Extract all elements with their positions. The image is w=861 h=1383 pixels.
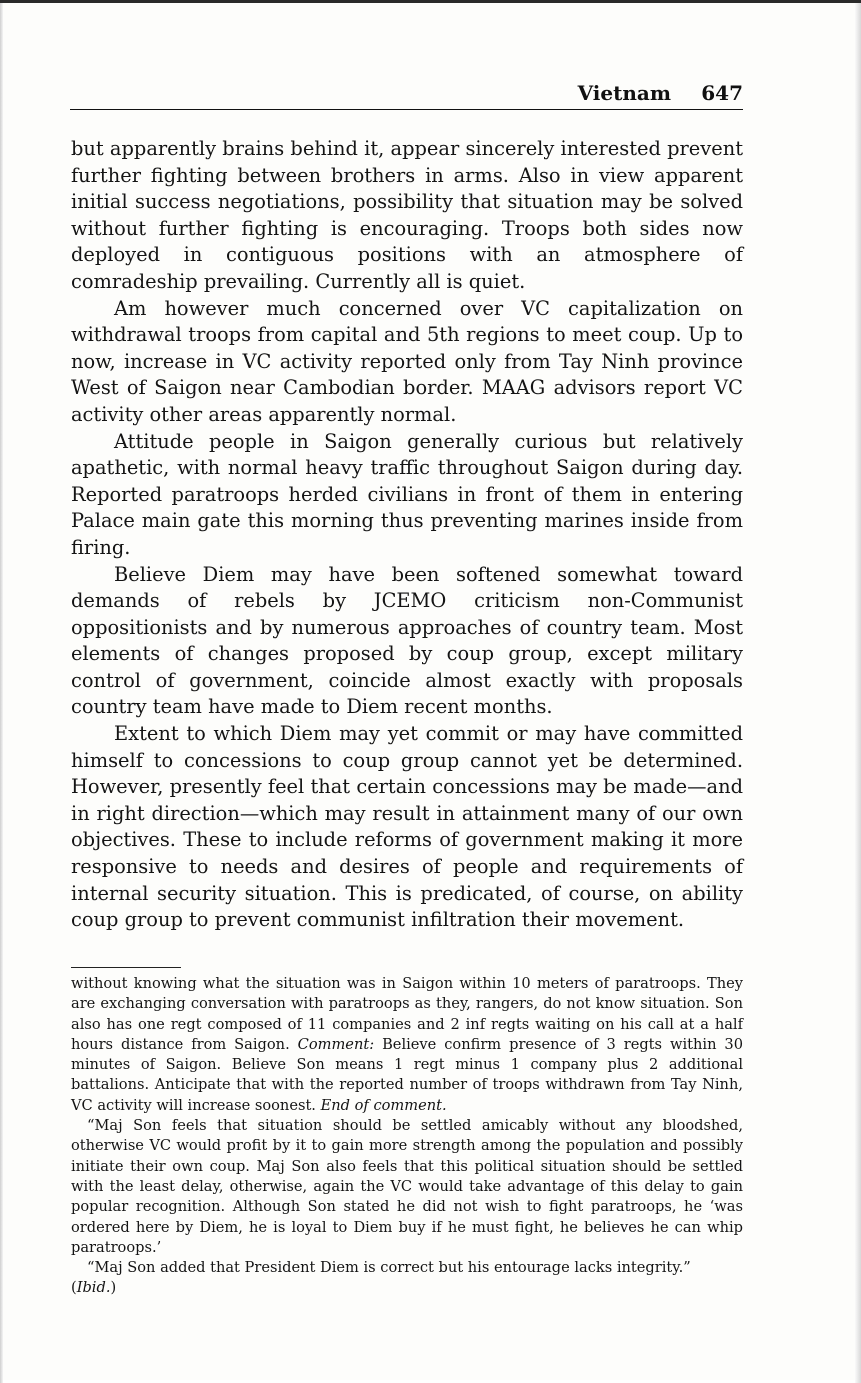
page-left-edge	[0, 3, 3, 1383]
end-comment-label: End of comment.	[320, 1096, 447, 1114]
body-paragraph-1: but apparently brains behind it, appear sincerely interested prevent further fighting between brothers in arms. Also in view apparent initial success negotiations, possibility that situation may be solved without further fighting is encouraging. Troops both sides now deployed in contiguous positions with an atmosphere of comradeship prevailing. Currently all is quiet.	[71, 137, 743, 293]
page-number: 647	[701, 81, 743, 105]
source-paren-open: (	[71, 1279, 77, 1297]
source-paren-close: )	[110, 1279, 117, 1297]
footnote-text-part-2: Believe confirm presence of 3 regts within 30 minutes of Saigon. Believe Son means 1 regt minus 1 company plus 2 additional battalions. Anticipate that with the reported number of troops withdrawn from Tay Ninh, VC activity will increase soonest.	[71, 1035, 743, 1114]
footnote-divider	[71, 967, 181, 968]
footnote-paragraph-2: “Maj Son feels that situation should be settled amicably without any bloodshed, otherwise VC would profit by it to gain more strength among the population and possibly initiate their own coup. Maj Son also feels that this political situation should be settled with the least delay, otherwise, again the VC would take advantage of this delay to gain popular recognition. Although Son stated he did not wish to fight paratroops, he ‘was ordered here by Diem, he is loyal to Diem buy if he must fight, he believes he can whip paratroops.’	[71, 1117, 743, 1256]
footnote-paragraph-3: “Maj Son added that President Diem is correct but his entourage lacks integrity.”	[87, 1259, 691, 1277]
running-head-title: Vietnam	[577, 81, 671, 105]
main-text	[71, 136, 743, 934]
page-right-edge	[855, 3, 861, 1383]
body-paragraph-4: Believe Diem may have been softened somewhat toward demands of rebels by JCEMO criticism non-Communist oppositionists and by numerous approaches of country team. Most elements of changes proposed by coup group, except military control of government, coincide almost exactly with proposals country team have made to Diem recent months.	[71, 562, 743, 719]
footnote-text-part-1: without knowing what the situation was in Saigon within 10 meters of paratroops. They are exchanging conversation with paratroops as they, rangers, do not know situation. Son also has one regt composed of 11 companies and 2 inf regts waiting on his call at a half hours distance from Saigon.	[71, 975, 743, 1053]
comment-label: Comment:	[297, 1035, 375, 1053]
source-citation: Ibid.	[76, 1279, 111, 1297]
body-paragraph-2: Am however much concerned over VC capitalization on withdrawal troops from capital and 5th regions to meet coup. Up to now, increase in VC activity reported only from Tay Ninh province West of Saigon near Cambodian border. MAAG advisors report VC activity other areas apparently normal.	[71, 296, 743, 426]
running-header	[70, 79, 743, 110]
body-paragraph-3: Attitude people in Saigon generally curious but relatively apathetic, with normal heavy traffic throughout Saigon during day. Reported paratroops herded civilians in front of them in entering Palace main gate this morning thus preventing marines inside from firing.	[71, 429, 743, 559]
body-paragraph-5: Extent to which Diem may yet commit or may have committed himself to concessions to coup group cannot yet be determined. However, presently feel that certain concessions may be made—and in right direction—which may result in attainment many of our own objectives. These to include reforms of government making it more responsive to needs and desires of people and requirements of internal security situation. This is predicated, of course, on ability coup group to prevent communist infiltration their movement.	[71, 722, 743, 932]
footnote-block	[71, 974, 743, 1299]
footnote-paragraph-1	[71, 974, 743, 1116]
footnote-source	[71, 1278, 743, 1298]
